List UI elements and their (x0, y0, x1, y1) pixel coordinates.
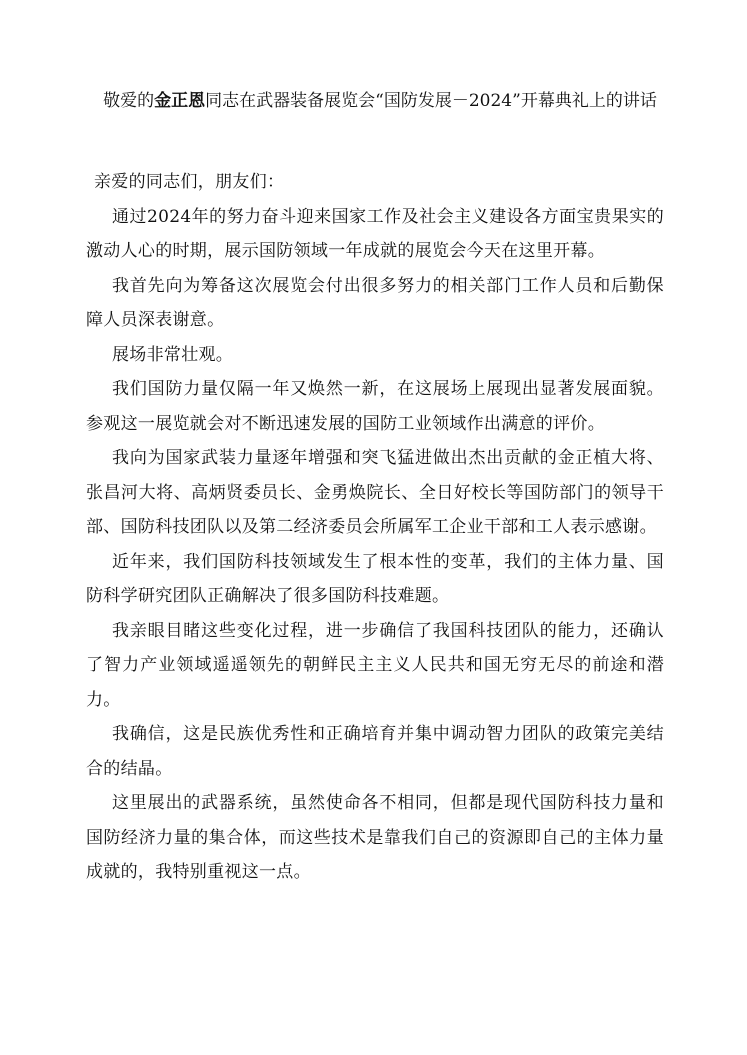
title-suffix: 同志在武器装备展览会“国防发展－2024”开幕典礼上的讲话 (205, 91, 657, 111)
paragraph-9: 这里展出的武器系统，虽然使命各不相同，但都是现代国防科技力量和国防经济力量的集合体，而这些技术是靠我们自己的资源即自己的主体力量成就的，我特别重视这一点。 (86, 793, 664, 882)
paragraph-3: 展场非常壮观。 (112, 344, 234, 365)
paragraph-6: 近年来，我们国防科技领域发生了根本性的变革，我们的主体力量、国防科学研究团队正确解决了很多国防科技难题。 (86, 551, 664, 606)
paragraph-2: 我首先向为筹备这次展览会付出很多努力的相关部门工作人员和后勤保障人员深表谢意。 (86, 275, 664, 330)
paragraph-4: 我们国防力量仅隔一年又焕然一新，在这展场上展现出显著发展面貌。参观这一展览就会对不断迅速发展的国防工业领域作出满意的评价。 (86, 379, 664, 434)
title-name: 金正恩 (154, 91, 206, 111)
greeting: 亲爱的同志们，朋友们： (94, 172, 285, 192)
paragraph-1: 通过2024年的努力奋斗迎来国家工作及社会主义建设各方面宝贵果实的激动人心的时期，展示国防领域一年成就的展览会今天在这里开幕。 (86, 206, 664, 261)
paragraph-8: 我确信，这是民族优秀性和正确培育并集中调动智力团队的政策完美结合的结晶。 (86, 724, 664, 779)
speech-body (86, 165, 664, 890)
title-prefix: 敬爱的 (103, 91, 155, 111)
paragraph-5: 我向为国家武装力量逐年增强和突飞猛进做出杰出贡献的金正植大将、张昌河大将、高炳贤委员长、金勇焕院长、全日好校长等国防部门的领导干部、国防科技团队以及第二经济委员会所属军工企业干部和工人表示感谢。 (86, 448, 664, 537)
page-title (70, 88, 690, 114)
paragraph-7: 我亲眼目睹这些变化过程，进一步确信了我国科技团队的能力，还确认了智力产业领域遥遥领先的朝鲜民主主义人民共和国无穷无尽的前途和潜力。 (86, 620, 664, 710)
